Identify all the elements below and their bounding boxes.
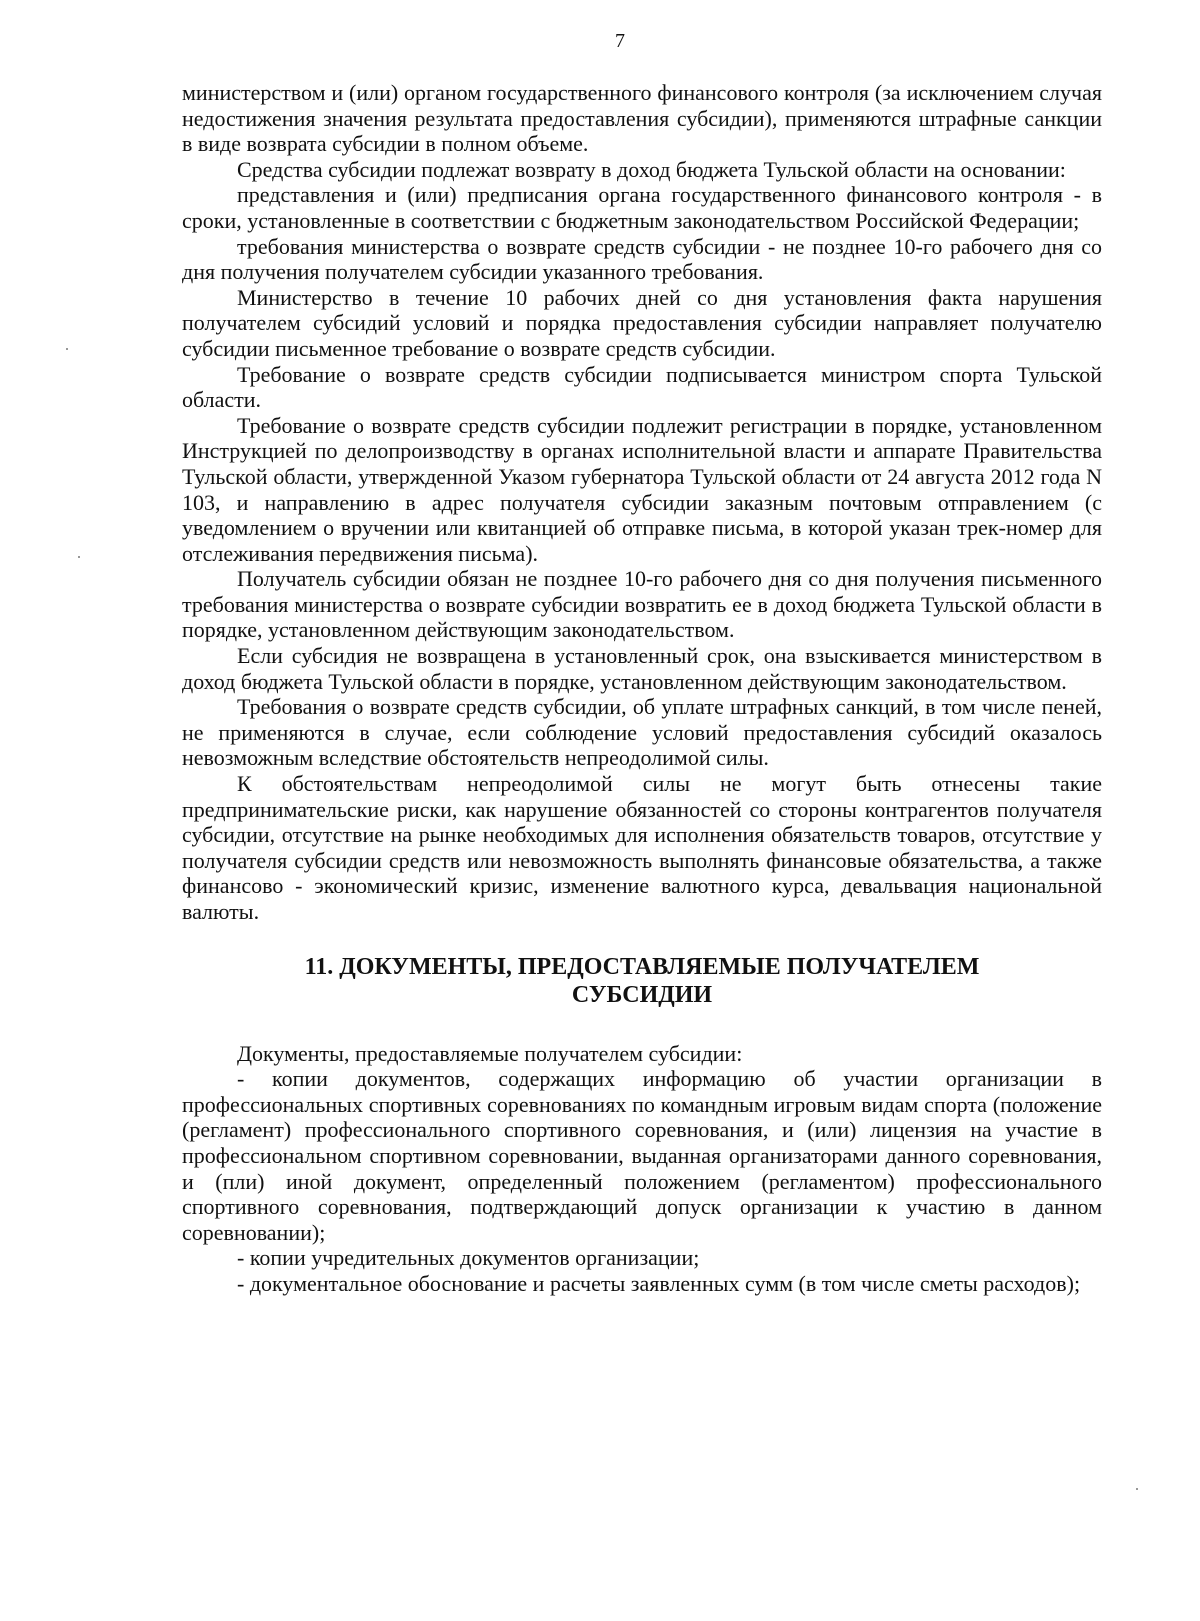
paragraph: Документы, предоставляемые получателем субсидии: xyxy=(237,1040,743,1066)
paragraph: Требование о возврате средств субсидии подписывается министром спорта Тульской области. xyxy=(182,361,1102,413)
scan-speck xyxy=(78,556,80,558)
list-item: - копии учредительных документов организации; xyxy=(237,1245,700,1271)
section-heading-line: СУБСИДИИ xyxy=(571,981,713,1008)
paragraph: Получатель субсидии обязан не позднее 10-го рабочего дня со дня получения письменного требования министерства о возврате субсидии возвратить ее в доход бюджета Тульской области в порядке, установленном действующим законодательством. xyxy=(182,566,1102,643)
paragraph: требования министерства о возврате средств субсидии - не позднее 10-го рабочего дня со дня получения получателем субсидии указанного требования. xyxy=(182,233,1102,285)
document-body xyxy=(182,80,1102,1297)
section-heading-line: 11. ДОКУМЕНТЫ, ПРЕДОСТАВЛЯЕМЫЕ ПОЛУЧАТЕЛЕМ xyxy=(304,953,980,980)
scan-speck xyxy=(66,348,68,350)
paragraph: Требования о возврате средств субсидии, об уплате штрафных санкций, в том числе пеней, не применяются в случае, если соблюдение условий предоставления субсидий оказалось невозможным вследствие обстоятельств непреодолимой силы. xyxy=(182,694,1102,771)
paragraph: Если субсидия не возвращена в установленный срок, она взыскивается министерством в доход бюджета Тульской области в порядке, установленном действующим законодательством. xyxy=(182,643,1102,694)
section-heading xyxy=(182,953,1102,1009)
paragraph: Требование о возврате средств субсидии подлежит регистрации в порядке, установленном Инструкцией по делопроизводству в органах исполнительной власти и аппарате Правительства Тульской области, утвержденной Указом губернатора Тульской области от 24 августа 2012 года N 103, и направлению в адрес получателя субсидии заказным почтовым отправлением (с уведомлением о вручении или квитанцией об отправке письма, в которой указан трек-номер для отслеживания передвижения письма). xyxy=(182,412,1102,566)
paragraph: Министерство в течение 10 рабочих дней со дня установления факта нарушения получателем субсидий условий и порядка предоставления субсидии направляет получателю субсидии письменное требование о возврате средств субсидии. xyxy=(182,284,1102,361)
paragraph: представления и (или) предписания органа государственного финансового контроля - в сроки, установленные в соответствии с бюджетным законодательством Российской Федерации; xyxy=(182,182,1102,233)
paragraph: Средства субсидии подлежат возврату в доход бюджета Тульской области на основании: xyxy=(237,156,1066,182)
page-number: 7 xyxy=(615,30,625,52)
list-item: - документальное обоснование и расчеты заявленных сумм (в том числе сметы расходов); xyxy=(237,1270,1081,1296)
paragraph: К обстоятельствам непреодолимой силы не могут быть отнесены такие предпринимательские риски, как нарушение обязанностей со стороны контрагентов получателя субсидии, отсутствие на рынке необходимых для исполнения обязательств товаров, отсутствие у получателя субсидии средств или невозможность выполнять финансовые обязательства, а также финансово - экономический кризис, изменение валютного курса, девальвация национальной валюты. xyxy=(182,771,1102,924)
scan-speck xyxy=(1136,1488,1138,1490)
paragraph: министерством и (или) органом государственного финансового контроля (за исключением случая недостижения значения результата предоставления субсидии), применяются штрафные санкции в виде возврата субсидии в полном объеме. xyxy=(182,80,1102,157)
list-item: - копии документов, содержащих информацию об участии организации в профессиональных спортивных соревнованиях по командным игровым видам спорта (положение (регламент) профессионального спортивного соревнования, и (или) лицензия на участие в профессиональном спортивном соревновании, выданная организаторами данного соревнования, и (пли) иной документ, определенный положением (регламентом) профессионального спортивного соревнования, подтверждающий допуск организации к участию в данном соревновании); xyxy=(182,1066,1102,1245)
